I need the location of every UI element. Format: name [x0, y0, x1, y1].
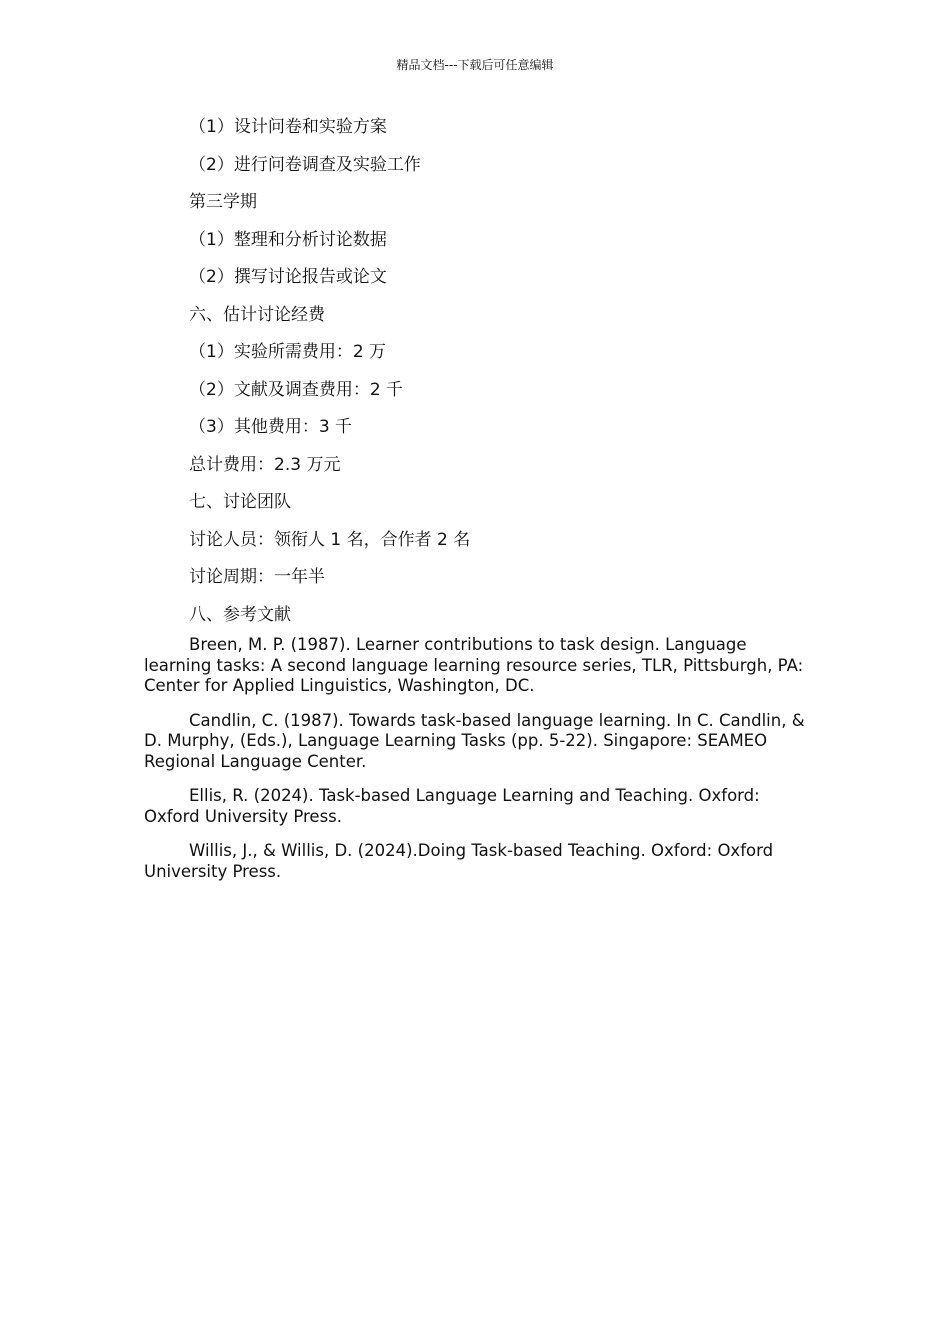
- section-heading-team: 七、讨论团队: [189, 492, 291, 512]
- reference-entry: Ellis, R. (2024). Task-based Language Learning and Teaching. Oxford: Oxford University Press.: [144, 786, 760, 826]
- section-heading-budget: 六、估计讨论经费: [189, 304, 325, 325]
- plan-item: （2）撰写讨论报告或论文: [189, 267, 387, 287]
- reference-entry: Candlin, C. (1987). Towards task-based language learning. In C. Candlin, & D. Murphy, (Eds.), Language Learning Tasks (pp. 5-22). Singapore: SEAMEO Regional Language Center.: [144, 710, 805, 771]
- budget-total: 总计费用：2.3 万元: [189, 454, 341, 475]
- document-body: [144, 114, 808, 896]
- reference-entry: Breen, M. P. (1987). Learner contributions to task design. Language learning tasks: A second language learning resource series, TLR, Pittsburgh, PA: Center for Applied Linguistics, Washington, DC.: [144, 635, 804, 695]
- team-members: 讨论人员：领衔人 1 名，合作者 2 名: [189, 529, 471, 550]
- plan-item: （1）设计问卷和实验方案: [189, 117, 387, 137]
- page-header: 精品文档---下载后可任意编辑: [396, 58, 554, 72]
- budget-item: （2）文献及调查费用：2 千: [189, 379, 404, 400]
- budget-item: （1）实验所需费用：2 万: [189, 342, 387, 362]
- research-period: 讨论周期：一年半: [189, 567, 325, 587]
- semester-heading: 第三学期: [189, 192, 257, 212]
- section-heading-references: 八、参考文献: [189, 604, 291, 625]
- reference-list: [144, 635, 808, 882]
- reference-entry: Willis, J., & Willis, D. (2024).Doing Task-based Teaching. Oxford: Oxford University Press.: [144, 841, 774, 881]
- plan-item: （1）整理和分析讨论数据: [189, 229, 387, 250]
- budget-item: （3）其他费用：3 千: [189, 417, 353, 437]
- plan-item: （2）进行问卷调查及实验工作: [189, 154, 421, 175]
